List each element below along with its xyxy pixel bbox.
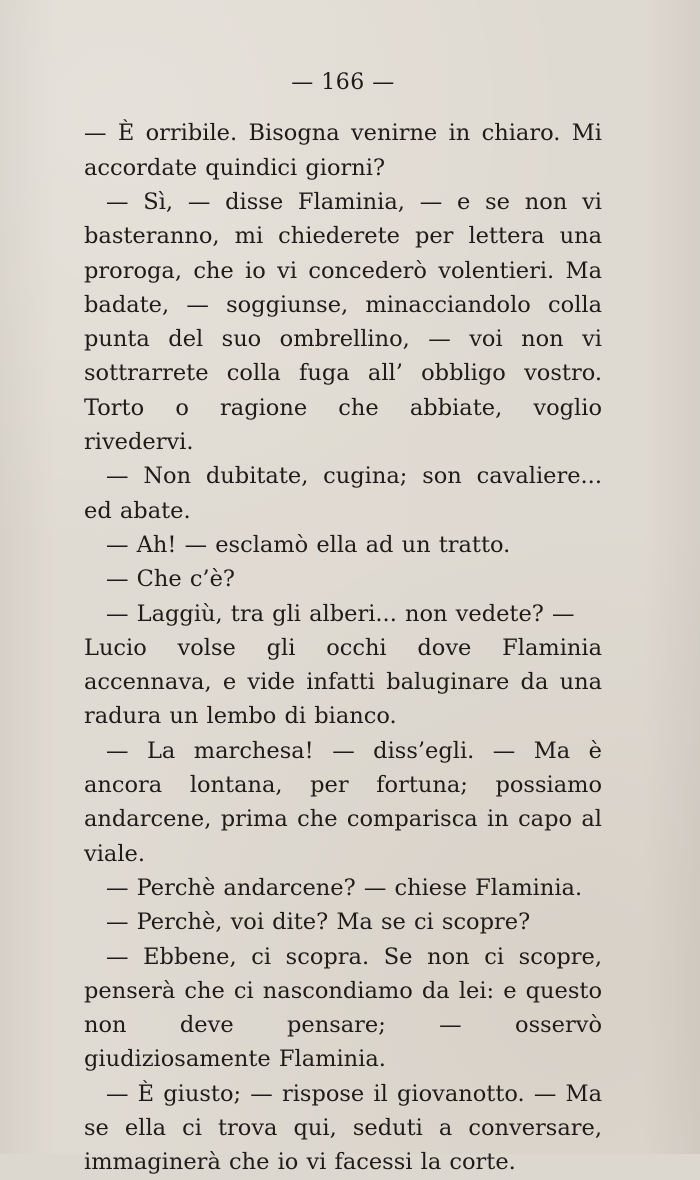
paragraph-8: — La marchesa! — diss’egli. — Ma è ancora lontana, per fortuna; possiamo andarcene, prima che comparisca in capo al viale. xyxy=(84,737,602,867)
paragraph-9: — Perchè andarcene? — chiese Flaminia. xyxy=(106,874,583,901)
paragraph-4: — Ah! — esclamò ella ad un tratto. xyxy=(106,531,511,558)
paragraph-2: — Sì, — disse Flaminia, — e se non vi basteranno, mi chiederete per lettera una proroga, che io vi concederò volentieri. Ma badate, — soggiunse, minacciandolo colla punta del suo ombrellino, — voi non vi sottrarrete colla fuga all’ obbligo vostro. Torto o ragione che abbiate, voglio rivedervi. xyxy=(84,188,602,456)
paragraph-7: Lucio volse gli occhi dove Flaminia accennava, e vide infatti baluginare da una radura un lembo di bianco. xyxy=(84,634,602,730)
paragraph-5: — Che c’è? xyxy=(106,566,235,593)
paragraph-3: — Non dubitate, cugina; son cavaliere... ed abate. xyxy=(84,463,602,524)
paragraph-10: — Perchè, voi dite? Ma se ci scopre? xyxy=(106,909,531,936)
paragraph-6: — Laggiù, tra gli alberi... non vedete? — xyxy=(106,600,575,627)
paragraph-12: — È giusto; — rispose il giovanotto. — Ma se ella ci trova qui, seduti a conversare, immaginerà che io vi facessi la corte. xyxy=(84,1080,602,1176)
paragraph-1: — È orribile. Bisogna venirne in chiaro. Mi accordate quindici giorni? xyxy=(84,120,602,181)
page-number: — 166 — xyxy=(291,70,395,95)
paragraph-11: — Ebbene, ci scopra. Se non ci scopre, penserà che ci nascondiamo da lei: e questo non deve pensare; — osservò giudiziosamente Flaminia. xyxy=(84,943,602,1073)
page-text xyxy=(84,116,602,1179)
